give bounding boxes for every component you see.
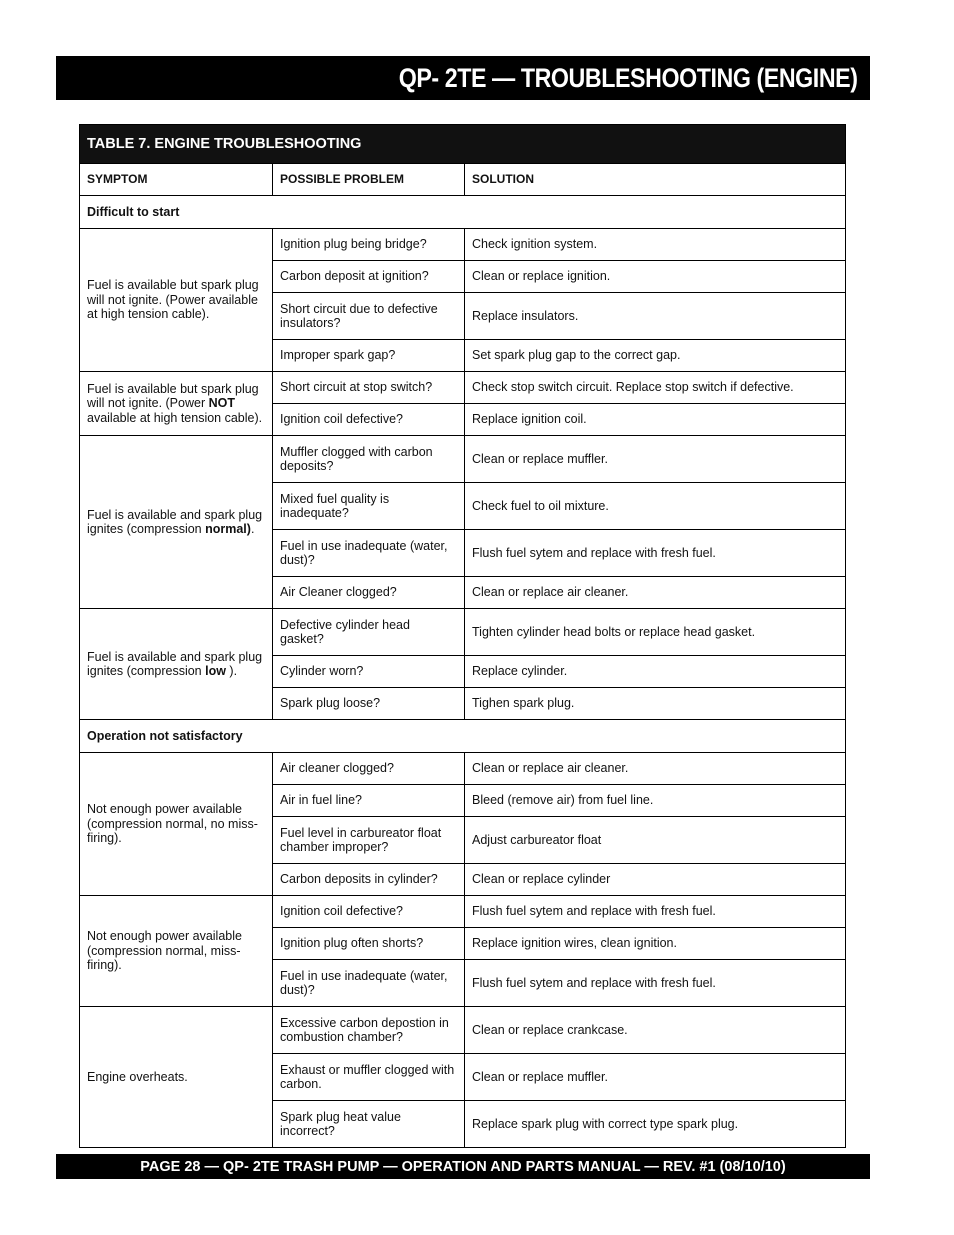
problem-cell: Air in fuel line? <box>273 785 465 817</box>
problem-cell: Excessive carbon depostion in combustion chamber? <box>273 1007 465 1054</box>
problem-cell: Fuel in use inadequate (water, dust)? <box>273 960 465 1007</box>
section-row <box>80 196 846 229</box>
page-footer-bar <box>56 1154 870 1179</box>
symptom-text: Not enough power available (compression normal, miss-firing). <box>87 929 242 973</box>
solution-cell: Check fuel to oil mixture. <box>465 483 846 530</box>
solution-cell: Check stop switch circuit. Replace stop switch if defective. <box>465 372 846 404</box>
page-footer: PAGE 28 — QP- 2TE TRASH PUMP — OPERATION AND PARTS MANUAL — REV. #1 (08/10/10) <box>140 1158 786 1175</box>
problem-cell: Fuel in use inadequate (water, dust)? <box>273 530 465 577</box>
problem-cell: Air cleaner clogged? <box>273 753 465 785</box>
table-body <box>80 196 846 1148</box>
solution-cell: Tighen spark plug. <box>465 688 846 720</box>
solution-cell: Clean or replace air cleaner. <box>465 577 846 609</box>
symptom-cell <box>80 1007 273 1148</box>
solution-cell: Adjust carbureator float <box>465 817 846 864</box>
problem-cell: Spark plug loose? <box>273 688 465 720</box>
table-row <box>80 1007 846 1054</box>
symptom-cell <box>80 896 273 1007</box>
solution-cell: Replace ignition wires, clean ignition. <box>465 928 846 960</box>
symptom-text: Engine overheats. <box>87 1069 188 1084</box>
symptom-cell <box>80 609 273 720</box>
problem-cell: Muffler clogged with carbon deposits? <box>273 436 465 483</box>
solution-cell: Clean or replace muffler. <box>465 1054 846 1101</box>
solution-cell: Bleed (remove air) from fuel line. <box>465 785 846 817</box>
problem-cell: Short circuit at stop switch? <box>273 372 465 404</box>
symptom-text: Not enough power available (compression normal, no miss-firing). <box>87 802 258 846</box>
section-title: Operation not satisfactory <box>80 720 846 753</box>
table-row <box>80 229 846 261</box>
problem-cell: Spark plug heat value incorrect? <box>273 1101 465 1148</box>
table-row <box>80 372 846 404</box>
symptom-text: . <box>250 522 255 536</box>
problem-cell: Short circuit due to defective insulators? <box>273 293 465 340</box>
problem-cell: Carbon deposits in cylinder? <box>273 864 465 896</box>
table-row <box>80 436 846 483</box>
symptom-cell <box>80 436 273 609</box>
problem-cell: Cylinder worn? <box>273 656 465 688</box>
solution-cell: Replace ignition coil. <box>465 404 846 436</box>
table-row <box>80 609 846 656</box>
problem-cell: Ignition coil defective? <box>273 404 465 436</box>
symptom-text: Fuel is available but spark plug will not ignite. (Power <box>87 381 259 411</box>
solution-cell: Clean or replace muffler. <box>465 436 846 483</box>
table-header-row <box>80 164 846 196</box>
solution-cell: Clean or replace crankcase. <box>465 1007 846 1054</box>
header-symptom: SYMPTOM <box>80 164 273 196</box>
table-caption-row <box>80 125 846 164</box>
solution-cell: Replace insulators. <box>465 293 846 340</box>
solution-cell: Clean or replace cylinder <box>465 864 846 896</box>
section-title: Difficult to start <box>80 196 846 229</box>
solution-cell: Replace cylinder. <box>465 656 846 688</box>
symptom-emphasis: normal) <box>205 522 251 536</box>
problem-cell: Mixed fuel quality is inadequate? <box>273 483 465 530</box>
header-possible-problem: POSSIBLE PROBLEM <box>273 164 465 196</box>
page-title-bar <box>56 56 870 100</box>
solution-cell: Check ignition system. <box>465 229 846 261</box>
problem-cell: Improper spark gap? <box>273 340 465 372</box>
table-row <box>80 753 846 785</box>
problem-cell: Air Cleaner clogged? <box>273 577 465 609</box>
symptom-emphasis: low <box>205 664 226 678</box>
problem-cell: Fuel level in carbureator float chamber improper? <box>273 817 465 864</box>
symptom-text: Fuel is available and spark plug ignites (compression <box>87 507 263 536</box>
problem-cell: Carbon deposit at ignition? <box>273 261 465 293</box>
symptom-emphasis: NOT <box>208 396 235 411</box>
symptom-cell <box>80 753 273 896</box>
solution-cell: Set spark plug gap to the correct gap. <box>465 340 846 372</box>
table-caption: TABLE 7. ENGINE TROUBLESHOOTING <box>80 125 846 164</box>
symptom-cell <box>80 372 273 436</box>
solution-cell: Replace spark plug with correct type spark plug. <box>465 1101 846 1148</box>
problem-cell: Ignition plug often shorts? <box>273 928 465 960</box>
table-row <box>80 896 846 928</box>
engine-troubleshooting-table <box>79 124 846 1148</box>
symptom-cell <box>80 229 273 372</box>
solution-cell: Clean or replace air cleaner. <box>465 753 846 785</box>
solution-cell: Flush fuel sytem and replace with fresh fuel. <box>465 960 846 1007</box>
page-title: QP- 2TE — TROUBLESHOOTING (ENGINE) <box>399 62 858 93</box>
problem-cell: Defective cylinder head gasket? <box>273 609 465 656</box>
solution-cell: Clean or replace ignition. <box>465 261 846 293</box>
header-solution: SOLUTION <box>465 164 846 196</box>
solution-cell: Tighten cylinder head bolts or replace head gasket. <box>465 609 846 656</box>
solution-cell: Flush fuel sytem and replace with fresh fuel. <box>465 530 846 577</box>
symptom-text: available at high tension cable). <box>87 410 263 425</box>
problem-cell: Ignition plug being bridge? <box>273 229 465 261</box>
solution-cell: Flush fuel sytem and replace with fresh fuel. <box>465 896 846 928</box>
problem-cell: Exhaust or muffler clogged with carbon. <box>273 1054 465 1101</box>
symptom-text: Fuel is available and spark plug ignites (compression <box>87 649 263 678</box>
symptom-text: Fuel is available but spark plug will not ignite. (Power available at high tension cable). <box>87 278 259 322</box>
section-row <box>80 720 846 753</box>
symptom-text: ). <box>225 664 238 678</box>
problem-cell: Ignition coil defective? <box>273 896 465 928</box>
